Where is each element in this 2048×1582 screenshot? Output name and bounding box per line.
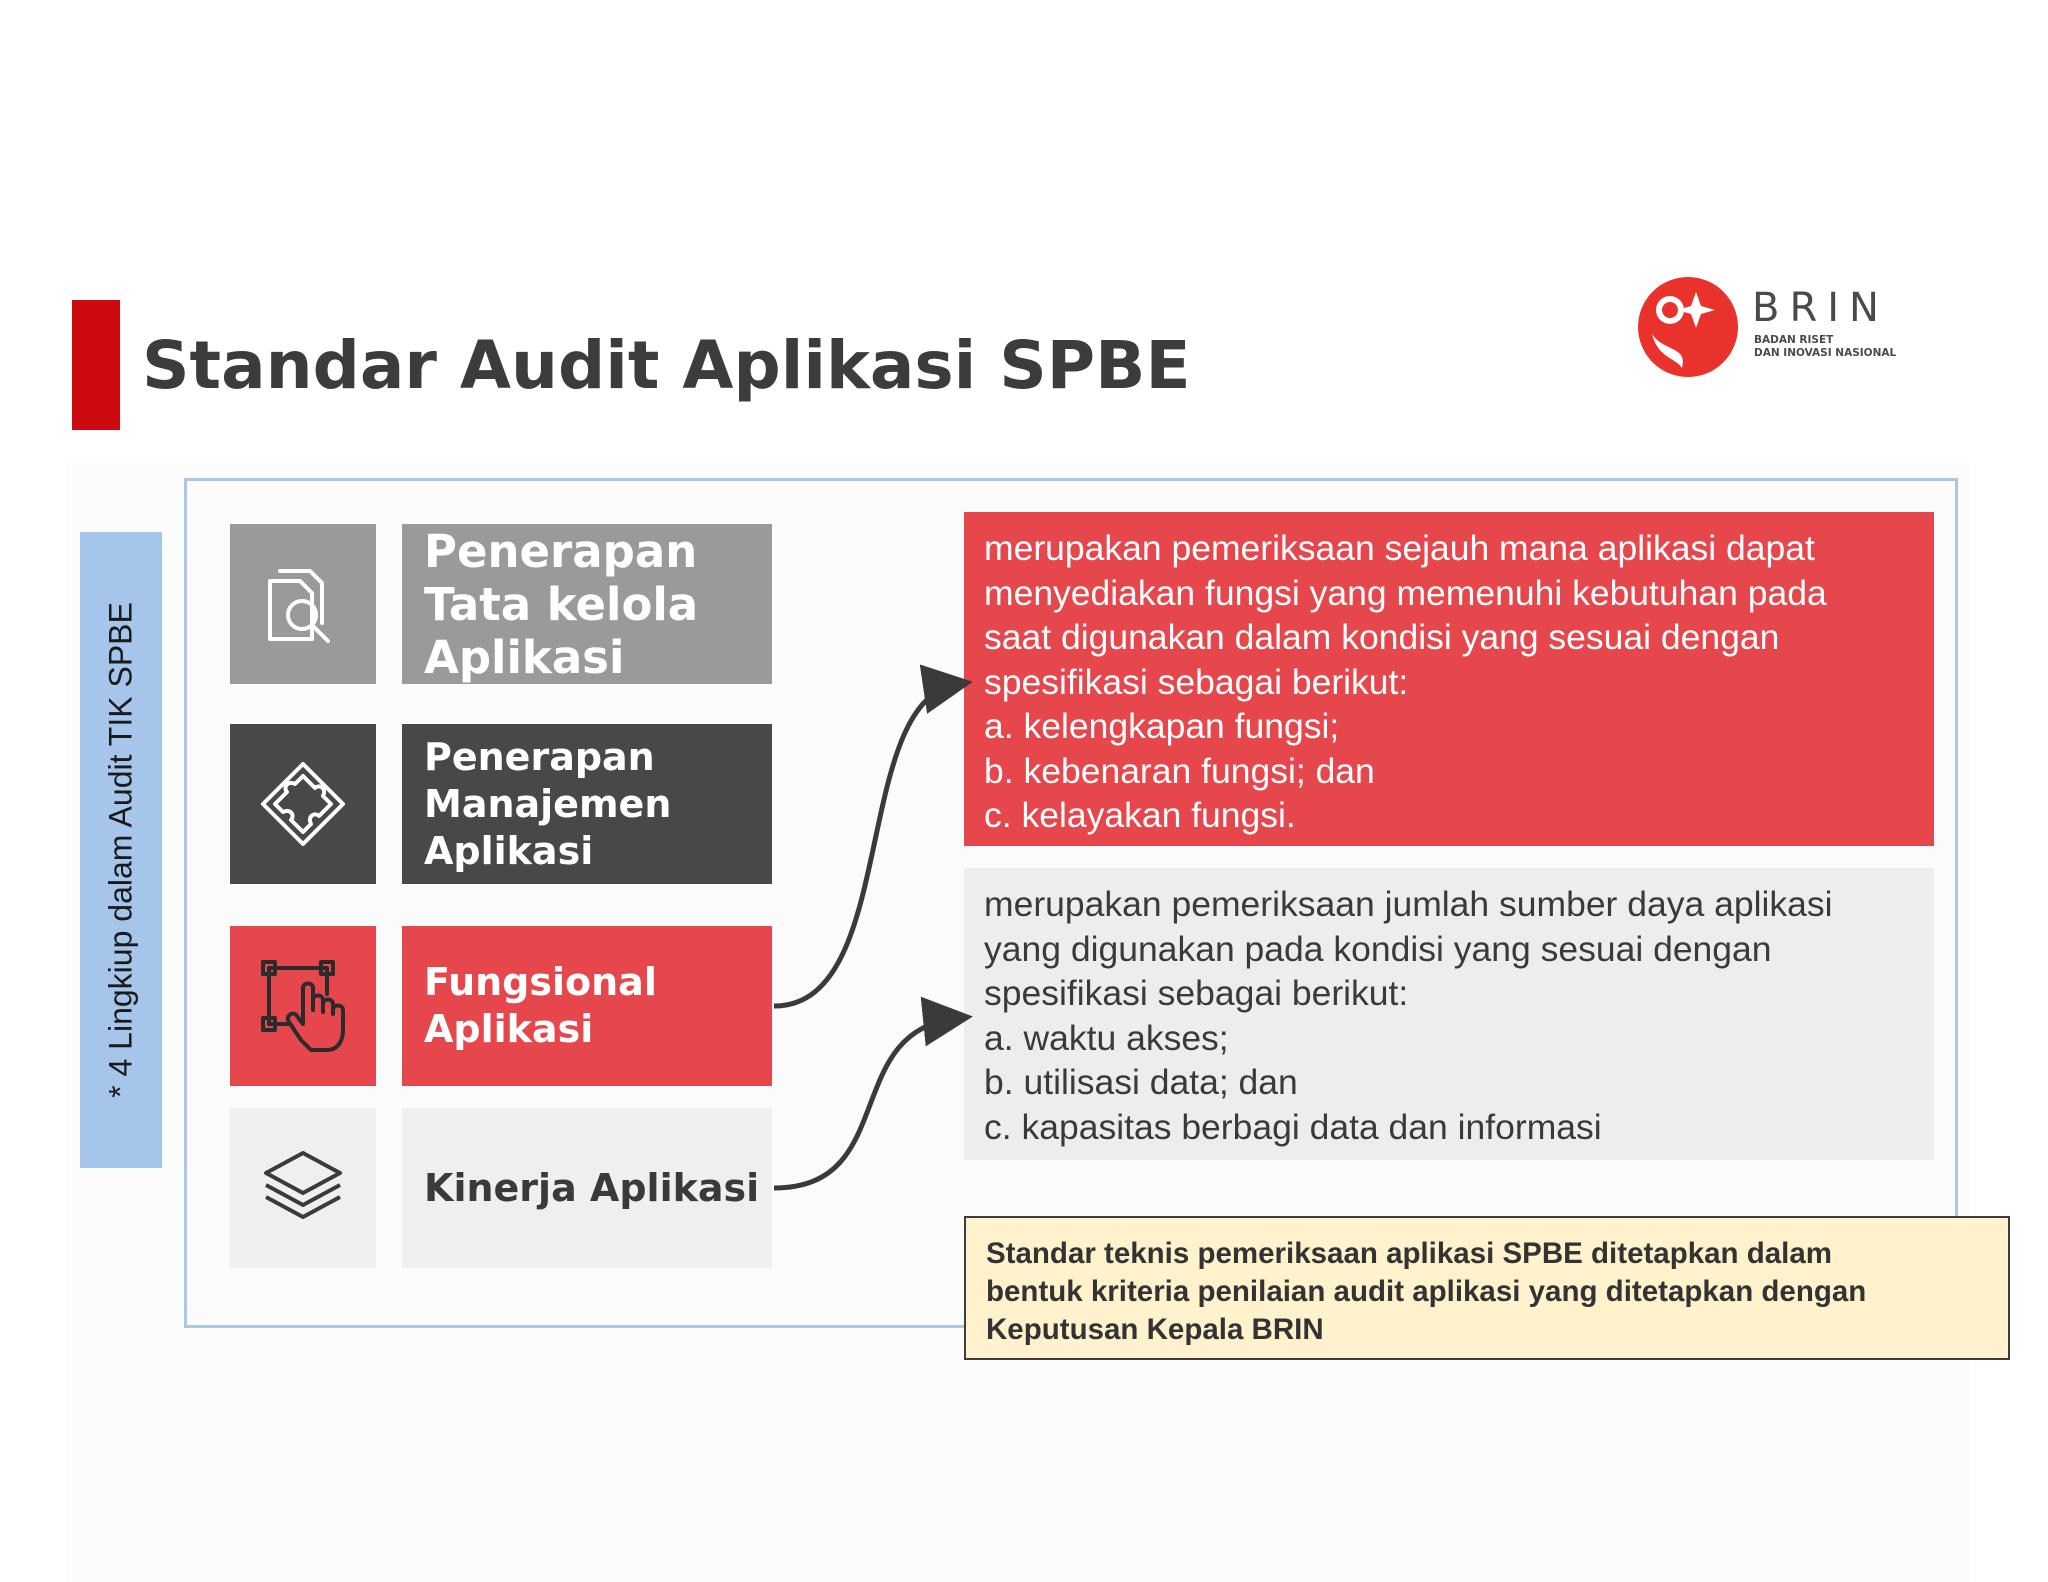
icon-box-tata-kelola: [230, 524, 376, 684]
label-fungsional: Fungsional Aplikasi: [402, 926, 772, 1086]
label-manajemen: Penerapan Manajemen Aplikasi: [402, 724, 772, 884]
icon-box-kinerja: [230, 1108, 376, 1268]
page-title: Standar Audit Aplikasi SPBE: [142, 327, 1191, 404]
side-label-text: * 4 Lingkiup dalam Audit TIK SPBE: [102, 602, 139, 1098]
description-kinerja: merupakan pemeriksaan jumlah sumber daya aplikasi yang digunakan pada kondisi yang sesuai dengan spesifikasi sebagai berikut: a. waktu akses; b. utilisasi data; dan c. kapasitas berbagi data dan informasi: [964, 868, 1934, 1160]
label-kinerja: Kinerja Aplikasi: [402, 1108, 772, 1268]
description-fungsional: merupakan pemeriksaan sejauh mana aplikasi dapat menyediakan fungsi yang memenuhi kebutuhan pada saat digunakan dalam kondisi yang sesuai dengan spesifikasi sebagai berikut: a. kelengkapan fungsi; b. kebenaran fungsi; dan c. kelayakan fungsi.: [964, 512, 1934, 846]
icon-box-manajemen: [230, 724, 376, 884]
layers-icon: [258, 1143, 348, 1233]
note-box: Standar teknis pemeriksaan aplikasi SPBE ditetapkan dalam bentuk kriteria penilaian audit aplikasi yang ditetapkan dengan Keputusan Kepala BRIN: [964, 1216, 2010, 1360]
hand-select-icon: [255, 954, 351, 1058]
puzzle-icon: [257, 758, 349, 850]
side-label: [80, 532, 162, 1168]
document-search-icon: [258, 559, 348, 649]
title-accent-bar: [72, 300, 120, 430]
icon-box-fungsional: [230, 926, 376, 1086]
logo-subtitle: BADAN RISET DAN INOVASI NASIONAL: [1754, 334, 1897, 359]
logo-wordmark: BRIN: [1752, 285, 1889, 331]
label-tata-kelola: Penerapan Tata kelola Aplikasi: [402, 524, 772, 684]
